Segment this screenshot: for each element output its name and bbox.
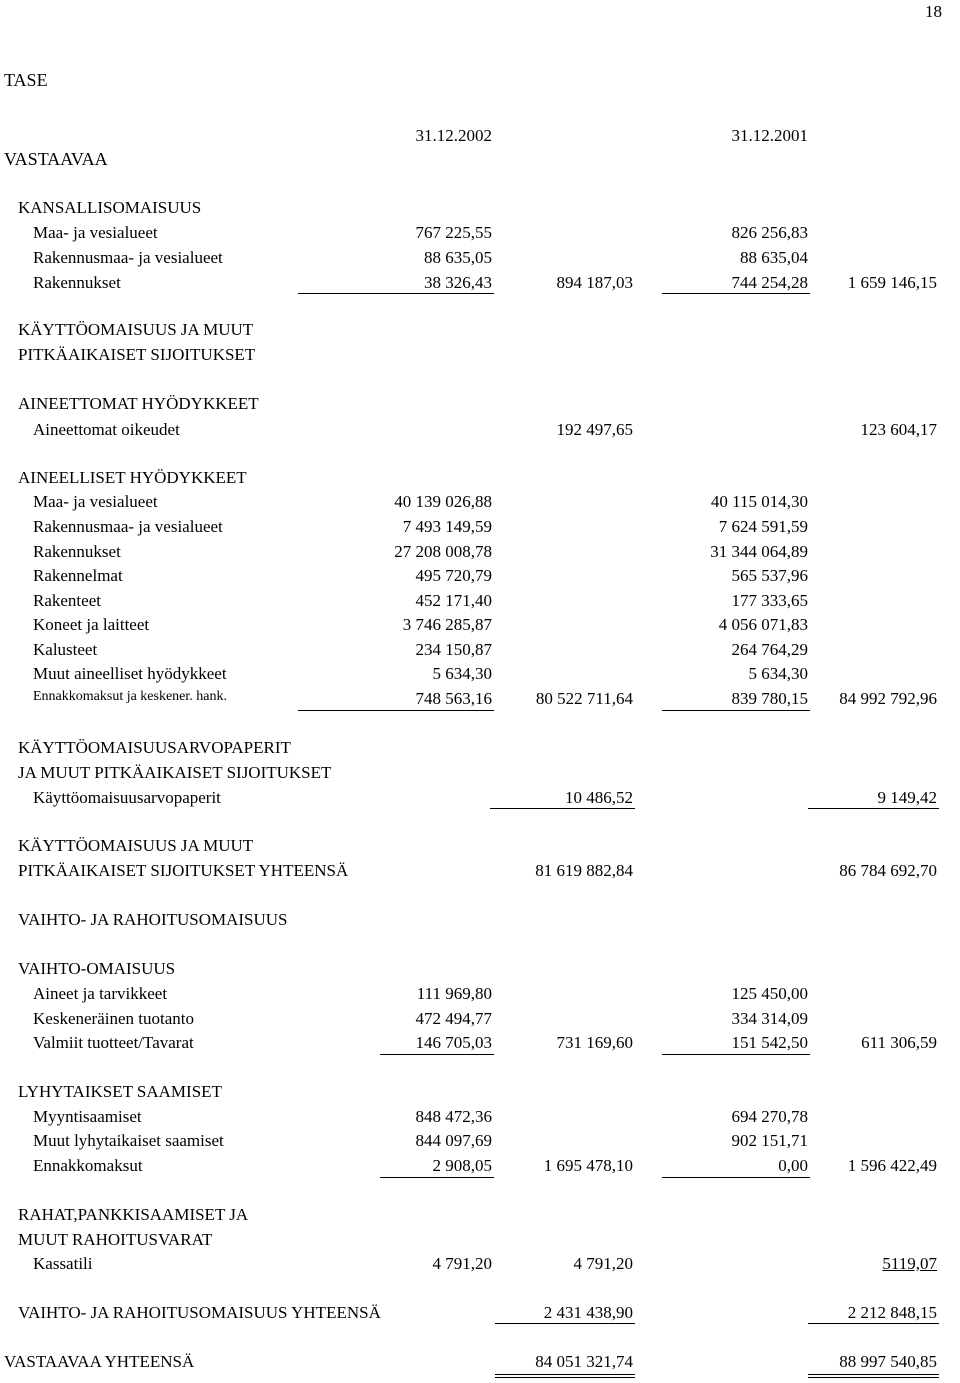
row-label: Maa- ja vesialueet [33, 492, 158, 511]
row-label: Ennakkomaksut [33, 1156, 143, 1175]
row-label: Rakenteet [33, 591, 101, 610]
value-cell: 452 171,40 [415, 591, 492, 610]
double-underline-bottom [495, 1377, 635, 1378]
row-label: Käyttöomaisuusarvopaperit [33, 788, 221, 807]
row-label: Aineettomat oikeudet [33, 420, 180, 439]
value-cell: 88 635,05 [424, 248, 492, 267]
value-cell: 334 314,09 [731, 1009, 808, 1028]
subtotal-cell: 731 169,60 [556, 1033, 633, 1052]
underline [380, 1054, 494, 1055]
subtotal-cell: 2 212 848,15 [847, 1303, 937, 1322]
subtotal-cell: 894 187,03 [556, 273, 633, 292]
row-label: Koneet ja laitteet [33, 615, 150, 634]
document-title: TASE [4, 70, 48, 90]
value-cell: 839 780,15 [731, 689, 808, 708]
subtotal-cell: 84 051 321,74 [535, 1352, 633, 1371]
underline [662, 710, 810, 711]
subtotal-cell: 5119,07 [882, 1254, 937, 1273]
value-cell: 234 150,87 [415, 640, 492, 659]
value-cell: 3 746 285,87 [402, 615, 492, 634]
subtotal-cell: 4 791,20 [573, 1254, 633, 1273]
row-label: Maa- ja vesialueet [33, 223, 158, 242]
value-cell: 264 764,29 [731, 640, 808, 659]
value-cell: 40 139 026,88 [394, 492, 492, 511]
value-cell: 125 450,00 [731, 984, 808, 1003]
value-cell: 767 225,55 [415, 223, 492, 242]
value-cell: 902 151,71 [731, 1131, 808, 1150]
row-label: AINEETTOMAT HYÖDYKKEET [18, 394, 259, 413]
underline [808, 808, 939, 809]
row-label: Kalusteet [33, 640, 98, 659]
underline [490, 808, 635, 809]
value-cell: 40 115 014,30 [710, 492, 808, 511]
value-cell: 146 705,03 [415, 1033, 492, 1052]
row-label: PITKÄAIKAISET SIJOITUKSET [18, 345, 256, 364]
subtotal-cell: 9 149,42 [877, 788, 937, 807]
subtotal-cell: 611 306,59 [861, 1033, 937, 1052]
row-label: MUUT RAHOITUSVARAT [18, 1230, 213, 1249]
underline [808, 1323, 939, 1324]
row-label: KÄYTTÖOMAISUUSARVOPAPERIT [18, 738, 291, 757]
value-cell: 748 563,16 [415, 689, 492, 708]
row-label: Rakennukset [33, 542, 121, 561]
value-cell: 27 208 008,78 [394, 542, 492, 561]
underline [298, 293, 494, 294]
subtotal-cell: 84 992 792,96 [839, 689, 937, 708]
row-label: VAIHTO- JA RAHOITUSOMAISUUS YHTEENSÄ [18, 1303, 381, 1322]
row-label: KANSALLISOMAISUUS [18, 198, 202, 217]
underline [662, 1054, 810, 1055]
value-cell: 826 256,83 [731, 223, 808, 242]
subtotal-cell: 1 659 146,15 [847, 273, 937, 292]
double-underline-top [808, 1374, 939, 1375]
value-cell: 472 494,77 [415, 1009, 492, 1028]
subtotal-cell: 10 486,52 [565, 788, 633, 807]
row-label: AINEELLISET HYÖDYKKEET [18, 468, 247, 487]
date-current: 31.12.2002 [415, 126, 492, 145]
row-label: VAIHTO- JA RAHOITUSOMAISUUS [18, 910, 288, 929]
subtotal-cell: 86 784 692,70 [839, 861, 937, 880]
value-cell: 694 270,78 [731, 1107, 808, 1126]
subtotal-cell: 123 604,17 [860, 420, 937, 439]
row-label: Muut lyhytaikaiset saamiset [33, 1131, 224, 1150]
row-label: VASTAAVAA YHTEENSÄ [4, 1352, 195, 1371]
double-underline-top [495, 1374, 635, 1375]
row-label: Rakennusmaa- ja vesialueet [33, 517, 223, 536]
row-label: Aineet ja tarvikkeet [33, 984, 168, 1003]
value-cell: 848 472,36 [415, 1107, 492, 1126]
subtotal-cell: 192 497,65 [556, 420, 633, 439]
value-cell: 4 791,20 [432, 1254, 492, 1273]
underline [380, 1177, 494, 1178]
row-label: Valmiit tuotteet/Tavarat [33, 1033, 194, 1052]
subtotal-cell: 1 695 478,10 [543, 1156, 633, 1175]
value-cell: 565 537,96 [731, 566, 808, 585]
value-cell: 111 969,80 [416, 984, 492, 1003]
row-label: VAIHTO-OMAISUUS [18, 959, 176, 978]
subtotal-cell: 81 619 882,84 [535, 861, 633, 880]
subtotal-cell: 88 997 540,85 [839, 1352, 937, 1371]
value-cell: 0,00 [778, 1156, 808, 1175]
row-label: Rakennusmaa- ja vesialueet [33, 248, 223, 267]
value-cell: 7 624 591,59 [718, 517, 808, 536]
value-cell: 5 634,30 [432, 664, 492, 683]
value-cell: 844 097,69 [415, 1131, 492, 1150]
underline [662, 293, 810, 294]
underline [298, 710, 494, 711]
value-cell: 31 344 064,89 [710, 542, 808, 561]
value-cell: 744 254,28 [731, 273, 808, 292]
subtotal-cell: 2 431 438,90 [543, 1303, 633, 1322]
row-label: KÄYTTÖOMAISUUS JA MUUT [18, 320, 254, 339]
row-label: Rakennelmat [33, 566, 123, 585]
row-label: JA MUUT PITKÄAIKAISET SIJOITUKSET [18, 763, 332, 782]
value-cell: 177 333,65 [731, 591, 808, 610]
value-cell: 151 542,50 [731, 1033, 808, 1052]
row-label: PITKÄAIKAISET SIJOITUKSET YHTEENSÄ [18, 861, 349, 880]
row-label: Rakennukset [33, 273, 121, 292]
row-label: RAHAT,PANKKISAAMISET JA [18, 1205, 249, 1224]
value-cell: 88 635,04 [740, 248, 808, 267]
value-cell: 495 720,79 [415, 566, 492, 585]
value-cell: 2 908,05 [432, 1156, 492, 1175]
row-label: Ennakkomaksut ja keskener. hank. [33, 689, 228, 704]
underline [495, 1323, 635, 1324]
section-title: VASTAAVAA [4, 149, 108, 169]
value-cell: 7 493 149,59 [402, 517, 492, 536]
subtotal-cell: 80 522 711,64 [535, 689, 633, 708]
page-number: 18 [925, 2, 942, 21]
row-label: KÄYTTÖOMAISUUS JA MUUT [18, 836, 254, 855]
underline [662, 1177, 810, 1178]
value-cell: 38 326,43 [424, 273, 492, 292]
subtotal-cell: 1 596 422,49 [847, 1156, 937, 1175]
row-label: Myyntisaamiset [33, 1107, 142, 1126]
row-label: Kassatili [33, 1254, 93, 1273]
row-label: Muut aineelliset hyödykkeet [33, 664, 227, 683]
row-label: LYHYTAIKSET SAAMISET [18, 1082, 222, 1101]
date-previous: 31.12.2001 [731, 126, 808, 145]
value-cell: 5 634,30 [748, 664, 808, 683]
row-label: Keskeneräinen tuotanto [33, 1009, 194, 1028]
double-underline-bottom [808, 1377, 939, 1378]
value-cell: 4 056 071,83 [718, 615, 808, 634]
